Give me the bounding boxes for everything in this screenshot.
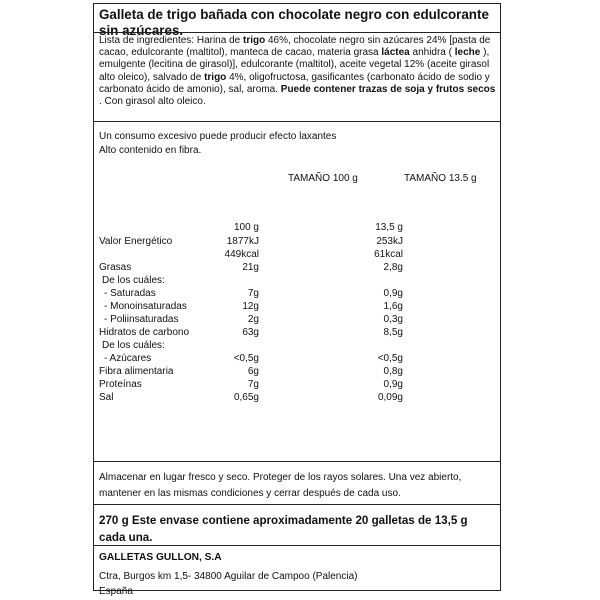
- value-per-100g: 7g: [247, 379, 259, 390]
- nutrition-row: [94, 235, 500, 248]
- nutrient-label: De los cuáles:: [102, 275, 165, 286]
- nutrition-row: [94, 248, 500, 261]
- value-per-portion: 0,8g: [383, 366, 403, 377]
- value-per-portion: 0,9g: [383, 288, 403, 299]
- nutrient-label: Sal: [99, 392, 114, 403]
- nutrient-label: - Monoinsaturadas: [104, 301, 187, 312]
- value-per-100g: <0,5g: [233, 353, 259, 364]
- value-per-100g: 6g: [247, 366, 259, 377]
- nutrition-row: [94, 339, 500, 352]
- company-address-block: [99, 569, 357, 599]
- nutrient-label: Fibra alimentaria: [99, 366, 174, 377]
- nutrition-row: [94, 365, 500, 378]
- nutrition-row: [94, 313, 500, 326]
- ingredients-text: 46%, chocolate negro sin azúcares 24% [pasta de cacao, edulcorante (maltitol), manteca de cacao, materia grasa: [99, 35, 491, 59]
- value-per-portion: 1,6g: [383, 301, 403, 312]
- nutrition-row: [94, 391, 500, 404]
- allergen-wheat: trigo: [242, 35, 266, 46]
- nutrient-label: - Poliinsaturadas: [104, 314, 179, 325]
- value-per-100g: 21g: [242, 262, 259, 273]
- allergen-traces: Puede contener trazas de soja y frutos secos: [280, 83, 496, 95]
- company-address: Ctra, Burgos km 1,5- 34800 Aguilar de Campoo (Palencia): [99, 571, 358, 582]
- divider: [94, 504, 500, 505]
- ingredients-list: [99, 35, 496, 108]
- ingredients-text: Lista de ingredientes: Harina de: [99, 35, 243, 46]
- value-per-100g: 63g: [242, 327, 259, 338]
- fiber-claim: Alto contenido en fibra.: [99, 144, 202, 156]
- value-per-portion: 2,8g: [383, 262, 403, 273]
- divider: [94, 121, 500, 122]
- col1-portion: 100 g: [233, 222, 259, 233]
- value-per-portion: 0,3g: [383, 314, 403, 325]
- value-per-100g: 1877kJ: [226, 236, 259, 247]
- nutrient-label: Proteínas: [99, 379, 142, 390]
- nutrient-label: De los cuáles:: [102, 340, 165, 351]
- storage-instructions: Almacenar en lugar fresco y seco. Proteger de los rayos solares. Una vez abierto, mantener en las mismas condiciones y cerrar después de cada uso.: [99, 472, 462, 499]
- divider: [94, 32, 500, 33]
- col2-header: TAMAÑO 13.5 g: [404, 173, 477, 184]
- value-per-100g: 7g: [247, 288, 259, 299]
- nutrition-row: [94, 378, 500, 391]
- company-name: GALLETAS GULLON, S.A: [99, 552, 222, 563]
- nutrient-label: Grasas: [99, 262, 132, 273]
- label-frame: [93, 3, 501, 597]
- value-per-portion: 61kcal: [374, 249, 403, 260]
- value-per-portion: 8,5g: [383, 327, 403, 338]
- ingredients-text: 4%, oligofructosa, gasificantes (carbonato ácido de sodio y carbonato ácido de amonio), sal, aroma.: [99, 71, 490, 95]
- product-title: Galleta de trigo bañada con chocolate negro con edulcorante sin azúcares.: [99, 7, 489, 38]
- value-per-portion: 0,9g: [383, 379, 403, 390]
- nutrition-row: [94, 261, 500, 274]
- divider: [94, 461, 500, 462]
- nutrition-row: [94, 287, 500, 300]
- value-per-portion: 253kJ: [376, 236, 403, 247]
- value-per-portion: <0,5g: [377, 353, 403, 364]
- nutrition-row: [94, 300, 500, 313]
- value-per-100g: 12g: [242, 301, 259, 312]
- ingredients-text: anhidra (: [409, 47, 455, 59]
- col1-header: TAMAÑO 100 g: [288, 173, 358, 184]
- col2-portion: 13,5 g: [375, 222, 403, 233]
- nutrient-label: - Saturadas: [104, 288, 156, 299]
- laxative-warning: Un consumo excesivo puede producir efecto laxantes: [99, 131, 337, 142]
- package-contents: 270 g Este envase contiene aproximadamente 20 galletas de 13,5 g cada una.: [99, 514, 468, 544]
- nutrient-label: Hidratos de carbono: [99, 327, 190, 338]
- nutrition-header-row: [94, 172, 500, 185]
- allergen-milk: leche: [454, 47, 481, 59]
- nutrition-row: [94, 274, 500, 287]
- divider: [94, 545, 500, 546]
- nutrient-label: Valor Energético: [99, 236, 173, 247]
- nutrition-row: [94, 352, 500, 365]
- nutrition-row: [94, 326, 500, 339]
- nutrient-label: - Azúcares: [104, 353, 152, 364]
- value-per-100g: 0,65g: [233, 392, 259, 403]
- allergen-wheat: trigo: [204, 71, 227, 83]
- value-per-portion: 0,09g: [377, 392, 403, 403]
- allergen-dairy: láctea: [381, 47, 410, 59]
- value-per-100g: 2g: [247, 314, 259, 325]
- warnings: [99, 130, 336, 157]
- ingredients-text: . Con girasol alto oleico.: [99, 96, 206, 108]
- company-country: España: [99, 586, 133, 597]
- ingredients-text: ), emulgente (lecitina de girasol)], edulcorante (maltitol), aceite vegetal 12% (aceite girasol alto oleico), salvado de: [99, 47, 490, 83]
- nutrition-portion-row: [94, 221, 500, 234]
- value-per-100g: 449kcal: [224, 249, 259, 260]
